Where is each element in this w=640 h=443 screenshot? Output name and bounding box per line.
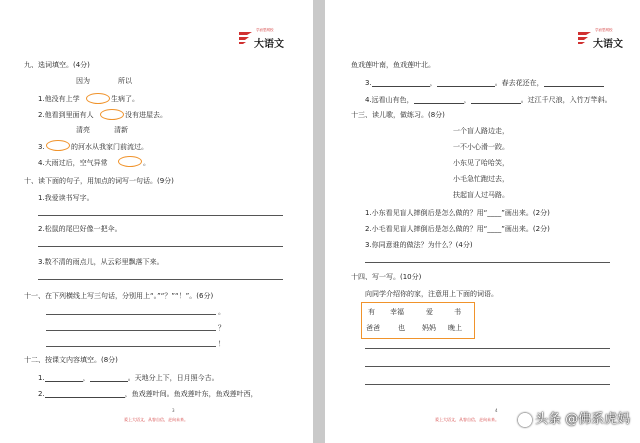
s10-q2: 2.松鼠的尾巴好像一把伞。 [38, 225, 122, 233]
answer-cloud-blank[interactable] [86, 93, 110, 104]
s9-q1-text-end: 生病了。 [111, 95, 139, 103]
s9-q2-text-end: 没有进屋去。 [125, 111, 167, 119]
s13-q2: 2.小毛看见盲人摔倒后是怎么做的？用“____”画出来。(2分) [365, 225, 550, 233]
s14-description: 向同学介绍你的家，注意用上下面的词语。 [365, 290, 498, 298]
sep: ， [82, 374, 90, 382]
word-bank-word: 也 [398, 324, 405, 332]
watermark-text: 头条 @佛系虎妈 [535, 412, 631, 427]
footer-slogan: 爱上大语文，从容自信，走向未来。 [435, 417, 499, 422]
answer-blank[interactable] [45, 390, 125, 398]
s10-q3: 3.数不清的雨点儿，从云彩里飘落下来。 [38, 258, 164, 266]
answer-blank[interactable] [90, 374, 128, 382]
q-text: 。春去花还在， [494, 79, 544, 87]
answer-line[interactable] [365, 366, 610, 367]
answer-cloud-blank[interactable] [46, 140, 70, 151]
word-bank-word: 妈妈 [422, 324, 436, 332]
logo-subtitle: 学而思网校 [256, 28, 274, 32]
word-bank-word: 书 [454, 308, 461, 316]
s9-q4-text-end: 。 [143, 159, 150, 167]
s9-q1-text: 1.他没有上学 [38, 95, 80, 103]
answer-line[interactable] [365, 262, 610, 263]
answer-line[interactable] [46, 314, 216, 315]
s12-q4 [365, 96, 612, 104]
word-bank-word: 爱 [426, 308, 433, 316]
poem-line: 小东见了哈哈笑， [453, 159, 509, 167]
s13-q3: 3.你同意谁的做法？为什么？(4分) [365, 241, 473, 249]
s12-q2 [38, 390, 258, 398]
answer-blank[interactable] [437, 79, 495, 87]
poem-line: 一个盲人路边走， [453, 127, 509, 135]
word-bank-word: 晚上 [448, 324, 462, 332]
q-num: 1. [38, 374, 45, 382]
poem-line: 扶起盲人过马路。 [453, 191, 509, 199]
word-option: 因为 [76, 77, 90, 85]
answer-blank[interactable] [45, 374, 83, 382]
section-12-title: 十二、按课文内容填空。(8分) [24, 356, 118, 364]
answer-line[interactable] [46, 330, 216, 331]
s13-q1: 1.小东看见盲人摔倒后是怎么做的？用“____”画出来。(2分) [365, 209, 550, 217]
logo-mark-icon [238, 30, 254, 44]
logo-name: 大语文 [593, 39, 623, 50]
answer-blank[interactable] [471, 96, 521, 104]
answer-blank[interactable] [414, 96, 464, 104]
s9-q2-text: 2.他看到里面有人 [38, 111, 94, 119]
answer-cloud-blank[interactable] [100, 109, 124, 120]
q-num: 2. [38, 390, 45, 398]
s9-q3-text-end: 的河水从我家门前流过。 [71, 143, 148, 151]
poem-line: 一不小心滑一跤。 [453, 143, 509, 151]
q-text: 。天地分上下，日月照今古。 [127, 374, 219, 382]
answer-line[interactable] [38, 215, 283, 216]
s12-q3 [365, 79, 604, 87]
answer-line[interactable] [46, 346, 216, 347]
section-14-title: 十四、写一写。(10分) [351, 273, 422, 281]
answer-line[interactable] [38, 246, 283, 247]
answer-cloud-blank[interactable] [118, 156, 142, 167]
logo-mark-icon [577, 30, 593, 44]
word-option: 清新 [114, 126, 128, 134]
poem-line: 小毛急忙跑过去， [453, 175, 509, 183]
s9-q3-text: 3. [38, 143, 45, 151]
punct-mark: 。 [218, 308, 225, 316]
section-9-title: 九、选词填空。(4分) [24, 61, 90, 69]
word-bank-word: 幸福 [390, 308, 404, 316]
continued-line: 鱼戏莲叶南，鱼戏莲叶北。 [351, 61, 435, 69]
worksheet-page-right [325, 0, 640, 443]
word-bank-word: 爸爸 [366, 324, 380, 332]
q-text: 4.远看山有色， [365, 96, 414, 104]
footer-slogan: 爱上大语文，从容自信，走向未来。 [124, 417, 188, 422]
word-option: 所以 [118, 77, 132, 85]
section-11-title: 十一、在下列横线上写三句话，分别用上“。”“？”“！”。(6分) [24, 292, 214, 300]
punct-mark: ！ [218, 340, 225, 348]
answer-line[interactable] [365, 384, 610, 385]
q-text: 。过江千尺浪，入竹万竿斜。 [520, 96, 612, 104]
sep: ， [463, 96, 471, 104]
answer-blank[interactable] [372, 79, 430, 87]
section-10-title: 十、读下面的句子，用加点的词写一句话。(9分) [24, 177, 174, 185]
answer-line[interactable] [38, 279, 283, 280]
answer-line[interactable] [365, 348, 610, 349]
page-number: 4 [495, 408, 498, 413]
word-option: 清亮 [76, 126, 90, 134]
toutiao-icon [518, 413, 532, 427]
s9-q4-text: 4.大雨过后，空气异常 [38, 159, 108, 167]
s10-q1: 1.我爱读书写字。 [38, 194, 94, 202]
word-bank-box [361, 302, 475, 339]
word-bank-word: 有 [368, 308, 375, 316]
punct-mark: ？ [218, 324, 225, 332]
page-number: 3 [172, 408, 175, 413]
worksheet-page-left [0, 0, 313, 443]
q-num: 3. [365, 79, 372, 87]
q-text: ，鱼戏莲叶间。鱼戏莲叶东，鱼戏莲叶西， [124, 390, 258, 398]
answer-blank[interactable] [544, 79, 604, 87]
section-13-title: 十三、读儿歌，做练习。(8分) [351, 111, 445, 119]
sep: ， [429, 79, 437, 87]
s12-q1 [38, 374, 219, 382]
logo-name: 大语文 [254, 39, 284, 50]
logo-subtitle: 学而思网校 [595, 28, 613, 32]
watermark [518, 408, 630, 427]
